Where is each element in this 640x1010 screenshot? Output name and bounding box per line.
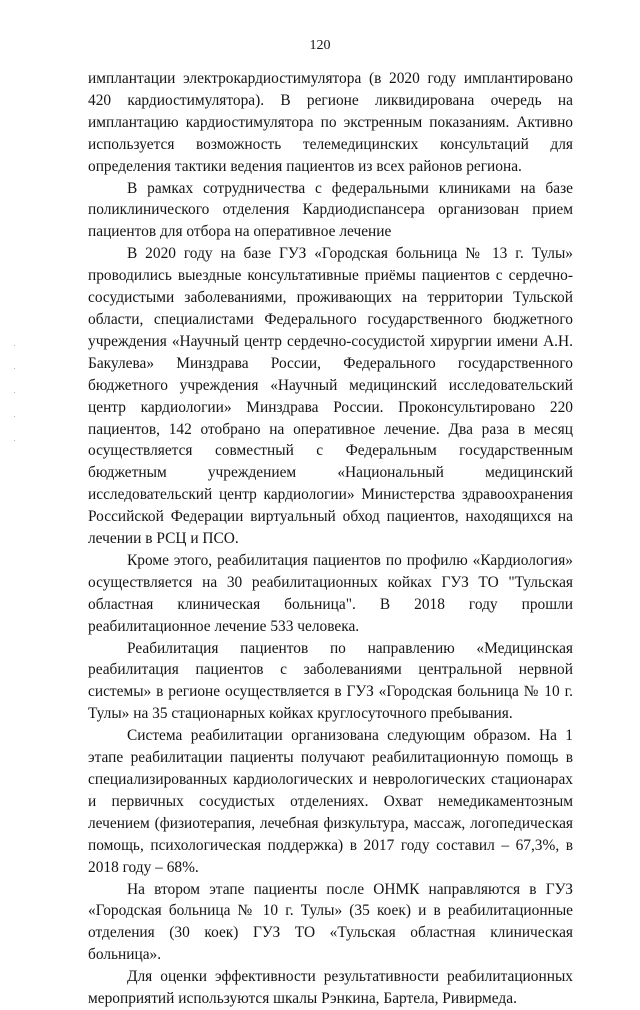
- scan-dot: [14, 416, 15, 417]
- paragraph: В рамках сотрудничества с федеральными клиниками на базе поликлинического отделения Кардиодиспансера организован прием пациентов для отбора на оперативное лечение: [88, 179, 573, 241]
- paragraph: Для оценки эффективности результативности реабилитационных мероприятий используются шкалы Рэнкина, Бартела, Ривирмеда.: [88, 968, 573, 1008]
- document-body: [88, 68, 573, 1010]
- scan-dot: [14, 440, 15, 441]
- paragraph: Система реабилитации организована следующим образом. На 1 этапе реабилитации пациенты получают реабилитационную помощь в специализированных кардиологических и неврологических стационарах и первичных сосудистых отделениях. Охват немедикаментозным лечением (физиотерапия, лечебная физкультура, массаж, логопедическая помощь, психологическая поддержка) в 2017 году составил – 67,3%, в 2018 году – 68%.: [88, 727, 573, 876]
- page-number: 120: [309, 38, 331, 53]
- paragraph: имплантации электрокардиостимулятора (в 2020 году имплантировано 420 кардиостимулятора). В регионе ликвидирована очередь на имплантацию кардиостимулятора по экстренным показаниям. Активно используется возможность телемедицинских консультаций для определения тактики ведения пациентов из всех районов региона.: [88, 70, 573, 175]
- scan-dot: [14, 368, 15, 369]
- paragraph: Реабилитация пациентов по направлению «Медицинская реабилитация пациентов с заболеваниями центральной нервной системы» в регионе осуществляется в ГУЗ «Городская больница № 10 г. Тулы» на 35 стационарных койках круглосуточного пребывания.: [88, 639, 573, 723]
- scan-dot: [14, 345, 15, 346]
- paragraph: Кроме этого, реабилитация пациентов по профилю «Кардиология» осуществляется на 30 реабилитационных койках ГУЗ ТО "Тульская областная клиническая больница". В 2018 году прошли реабилитационное лечение 533 человека.: [88, 551, 573, 635]
- scan-dot: [14, 392, 15, 393]
- paragraph: На втором этапе пациенты после ОНМК направляются в ГУЗ «Городская больница № 10 г. Тулы» (35 коек) и в реабилитационные отделения (30 коек) ГУЗ ТО «Тульская областная клиническая больница».: [88, 880, 573, 964]
- paragraph: В 2020 году на базе ГУЗ «Городская больница № 13 г. Тулы» проводились выездные консультативные приёмы пациентов с сердечно-сосудистыми заболеваниями, проживающих на территории Тульской области, специалистами Федерального государственного бюджетного учреждения «Научный центр сердечно-сосудистой хирургии имени А.Н. Бакулева» Минздрава России, Федерального государственного бюджетного учреждения «Научный медицинский исследовательский центр кардиологии» Минздрава России. Проконсультировано 220 пациентов, 142 отобрано на оперативное лечение. Два раза в месяц осуществляется совместный с Федеральным государственным бюджетным учреждением «Национальный медицинский исследовательский центр кардиологии» Министерства здравоохранения Российской Федерации виртуальный обход пациентов, находящихся на лечении в РСЦ и ПСО.: [88, 245, 573, 548]
